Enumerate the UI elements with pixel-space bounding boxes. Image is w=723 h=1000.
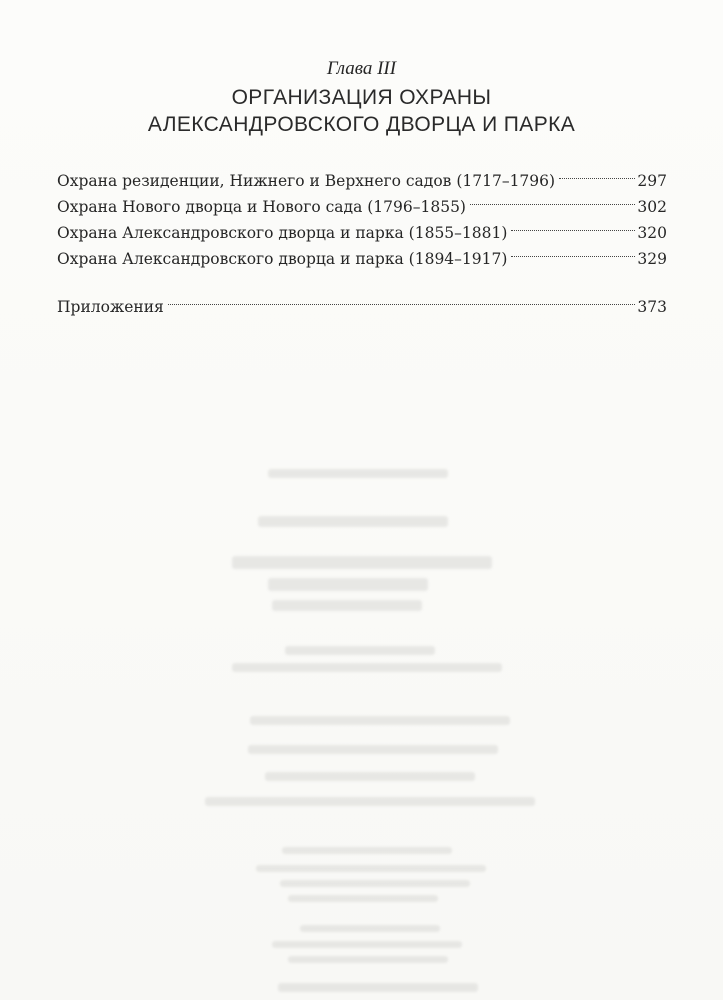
toc-entry-page: 297 <box>637 172 667 190</box>
toc-entry-page: 320 <box>637 224 667 242</box>
chapter-title-line-2: АЛЕКСАНДРОВСКОГО ДВОРЦА И ПАРКА <box>147 113 576 136</box>
dot-leader <box>470 186 635 212</box>
toc-entry-page: 329 <box>637 250 667 268</box>
chapter-title-line-1: ОРГАНИЗАЦИЯ ОХРАНЫ <box>231 86 492 109</box>
chapter-label: Глава III <box>326 58 397 79</box>
toc-entry-page: 373 <box>637 298 667 316</box>
dot-leader <box>511 212 635 238</box>
table-of-contents <box>57 160 667 316</box>
toc-entry-appendix <box>57 286 667 316</box>
chapter-heading <box>0 56 723 138</box>
toc-entry-title: Охрана Александровского дворца и парка (1894–1917) <box>57 250 508 268</box>
dot-leader <box>559 160 635 186</box>
toc-entry-title: Охрана Нового дворца и Нового сада (1796–1855) <box>57 198 466 216</box>
toc-entry-title: Охрана Александровского дворца и парка (1855–1881) <box>57 224 508 242</box>
dot-leader <box>168 286 636 312</box>
toc-entry-page: 302 <box>637 198 667 216</box>
toc-entry-title: Охрана резиденции, Нижнего и Верхнего садов (1717–1796) <box>57 172 556 190</box>
dot-leader <box>511 238 635 264</box>
toc-entry-title: Приложения <box>57 298 164 316</box>
toc-entry <box>57 160 667 190</box>
